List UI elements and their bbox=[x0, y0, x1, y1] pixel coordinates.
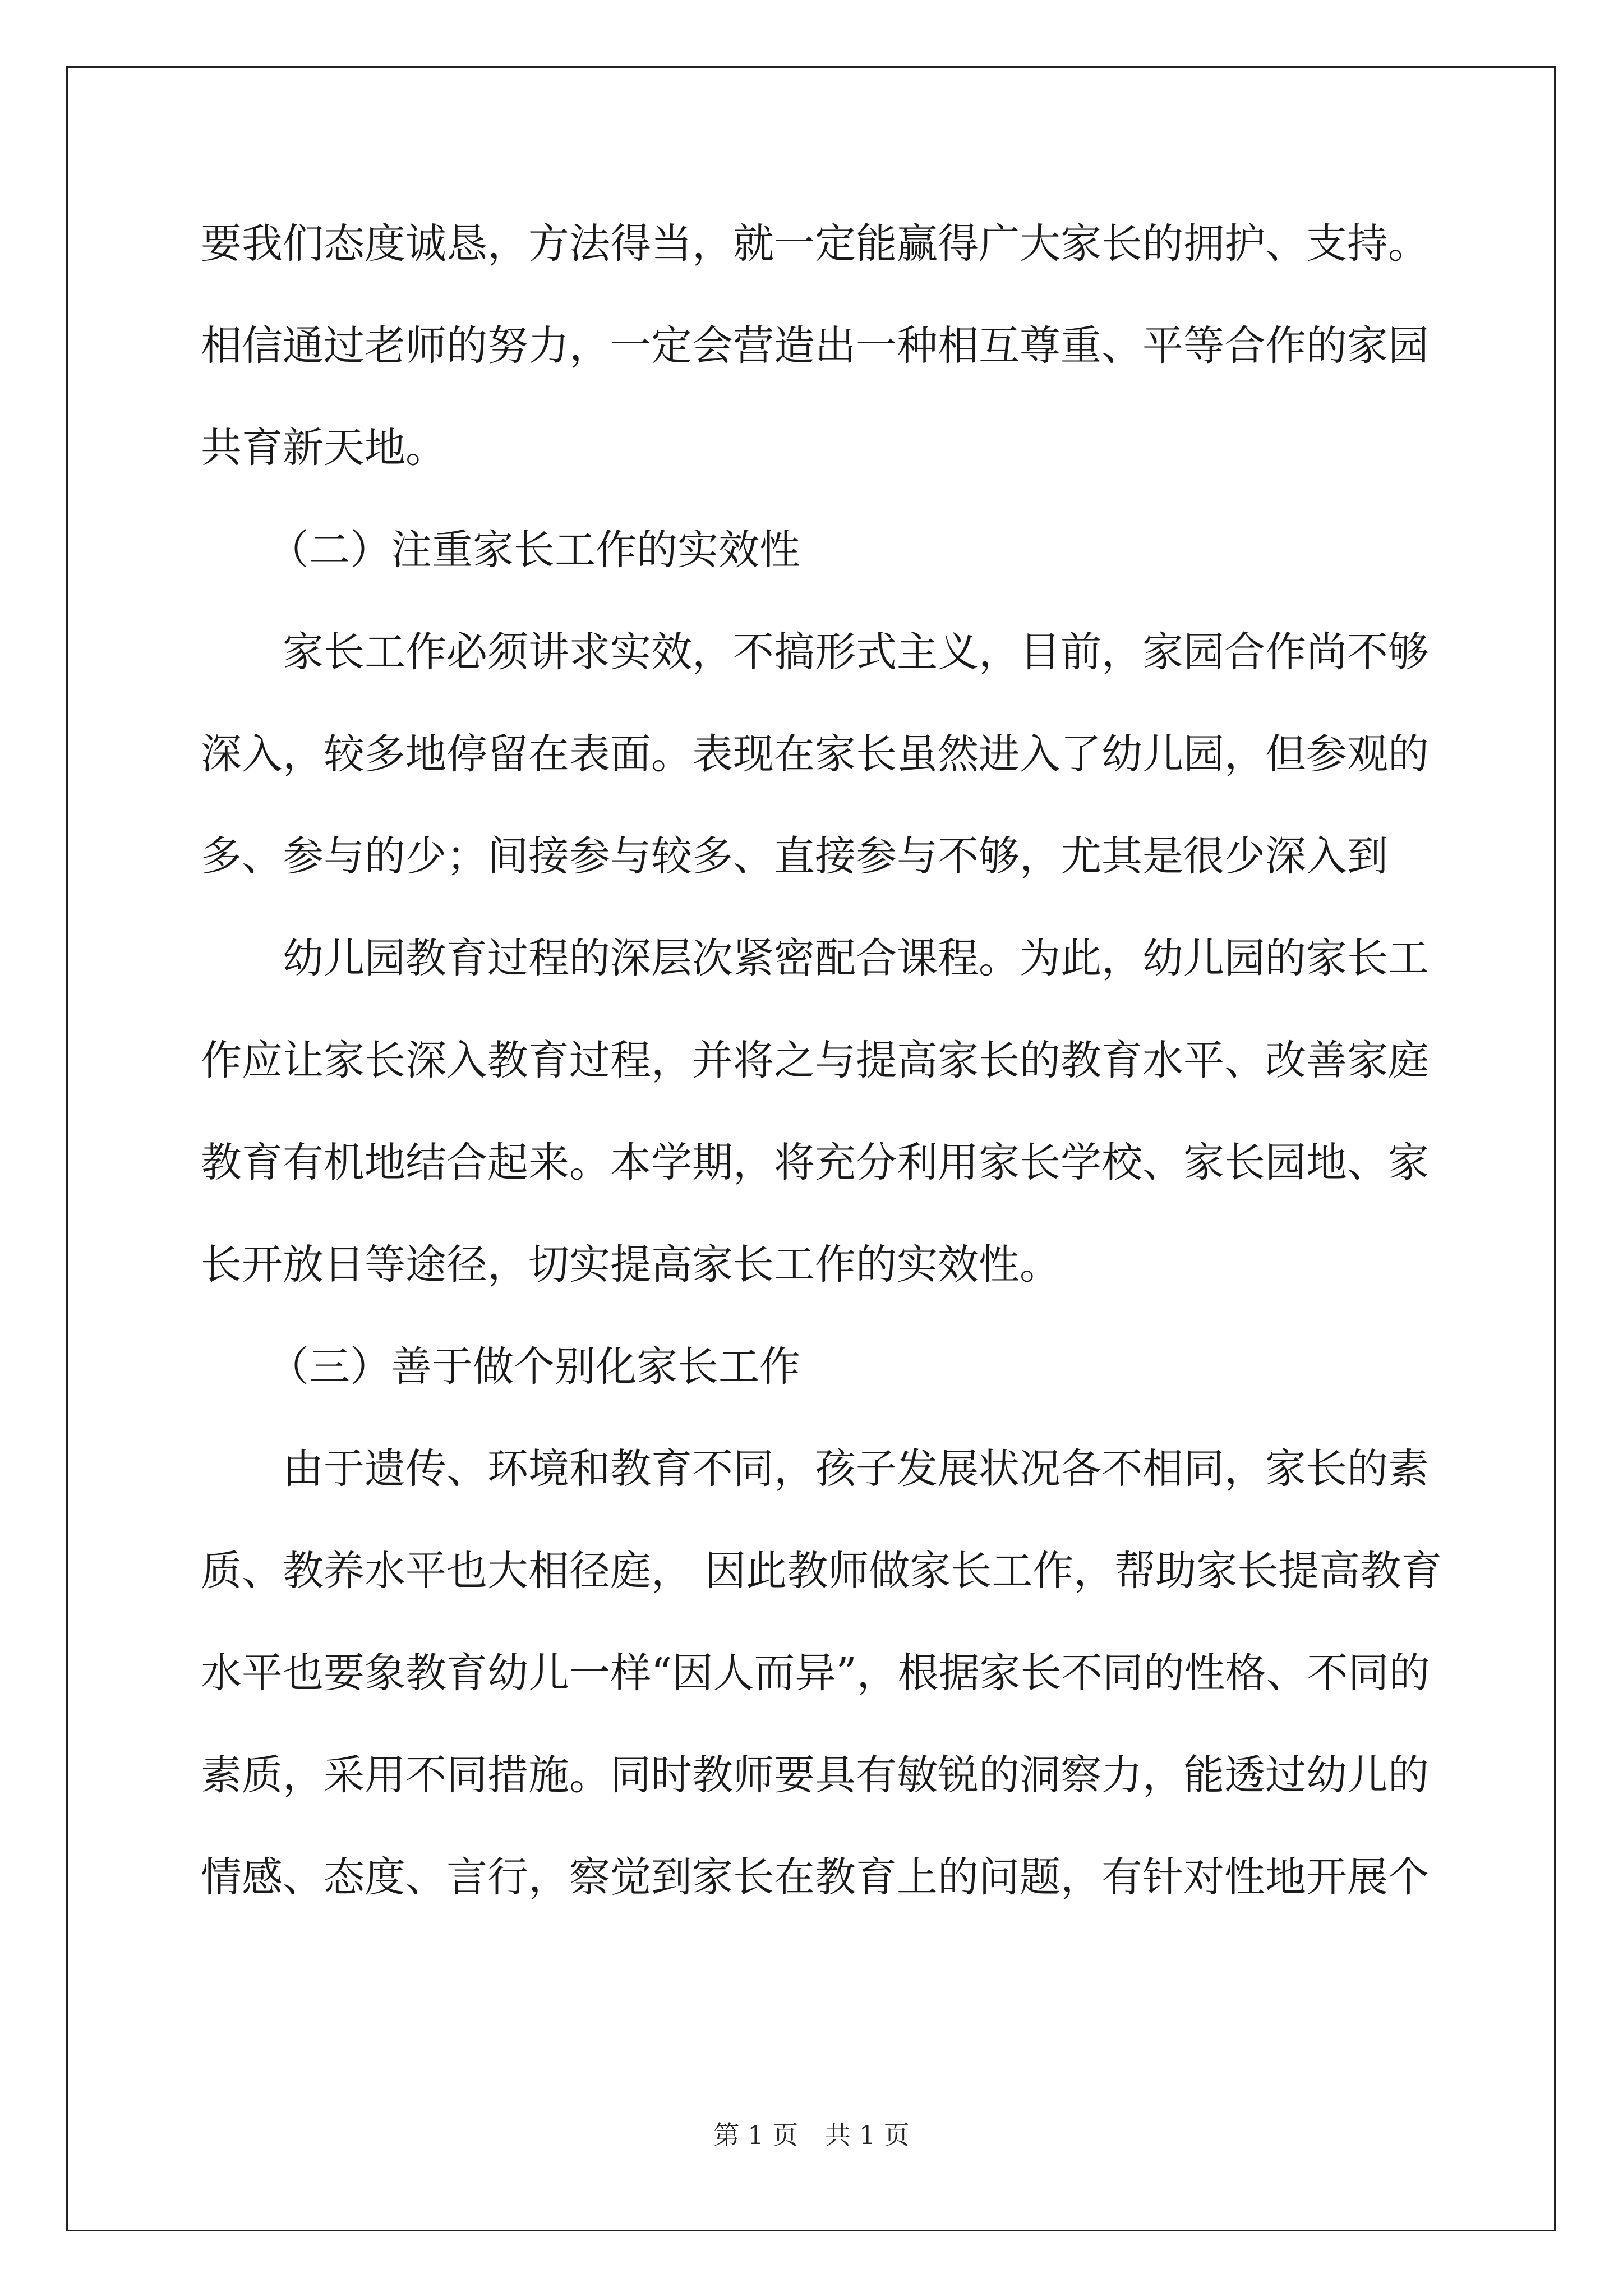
paragraph-line: 水平也要象教育幼儿一样“因人而异”，根据家长不同的性格、不同的 bbox=[201, 1649, 1430, 1697]
section-heading: （二）注重家长工作的实效性 bbox=[268, 526, 800, 574]
page-count: 共 1 页 bbox=[825, 2120, 910, 2150]
paragraph-line: 素质，采用不同措施。同时教师要具有敏锐的洞察力，能透过幼儿的 bbox=[201, 1751, 1429, 1799]
paragraph-line: 质、教养水平也大相径庭， 因此教师做家长工作，帮助家长提高教育 bbox=[201, 1547, 1442, 1595]
paragraph-line: 幼儿园教育过程的深层次紧密配合课程。为此，幼儿园的家长工 bbox=[283, 935, 1429, 982]
paragraph-line: 长开放日等途径，切实提高家长工作的实效性。 bbox=[201, 1241, 1061, 1289]
paragraph-line: 作应让家长深入教育过程，并将之与提高家长的教育水平、改善家庭 bbox=[201, 1037, 1429, 1084]
page-number: 第 1 页 bbox=[713, 2120, 798, 2150]
paragraph-line: 相信通过老师的努力，一定会营造出一种相互尊重、平等合作的家园 bbox=[201, 322, 1429, 370]
paragraph-line: 由于遗传、环境和教育不同，孩子发展状况各不相同，家长的素 bbox=[283, 1445, 1429, 1493]
paragraph-line: 共育新天地。 bbox=[201, 424, 446, 472]
paragraph-line: 家长工作必须讲求实效，不搞形式主义，目前，家园合作尚不够 bbox=[283, 628, 1429, 676]
paragraph-line: 要我们态度诚恳，方法得当，就一定能赢得广大家长的拥护、支持。 bbox=[201, 220, 1429, 268]
section-heading: （三）善于做个别化家长工作 bbox=[268, 1343, 800, 1391]
paragraph-line: 深入，较多地停留在表面。表现在家长虽然进入了幼儿园，但参观的 bbox=[201, 730, 1429, 778]
paragraph-line: 情感、态度、言行，察觉到家长在教育上的问题，有针对性地开展个 bbox=[201, 1853, 1429, 1901]
document-body bbox=[201, 202, 1442, 1938]
paragraph-line: 多、参与的少；间接参与较多、直接参与不够，尤其是很少深入到 bbox=[201, 832, 1388, 880]
page-footer bbox=[0, 2115, 1623, 2152]
paragraph-line: 教育有机地结合起来。本学期，将充分利用家长学校、家长园地、家 bbox=[201, 1139, 1429, 1186]
